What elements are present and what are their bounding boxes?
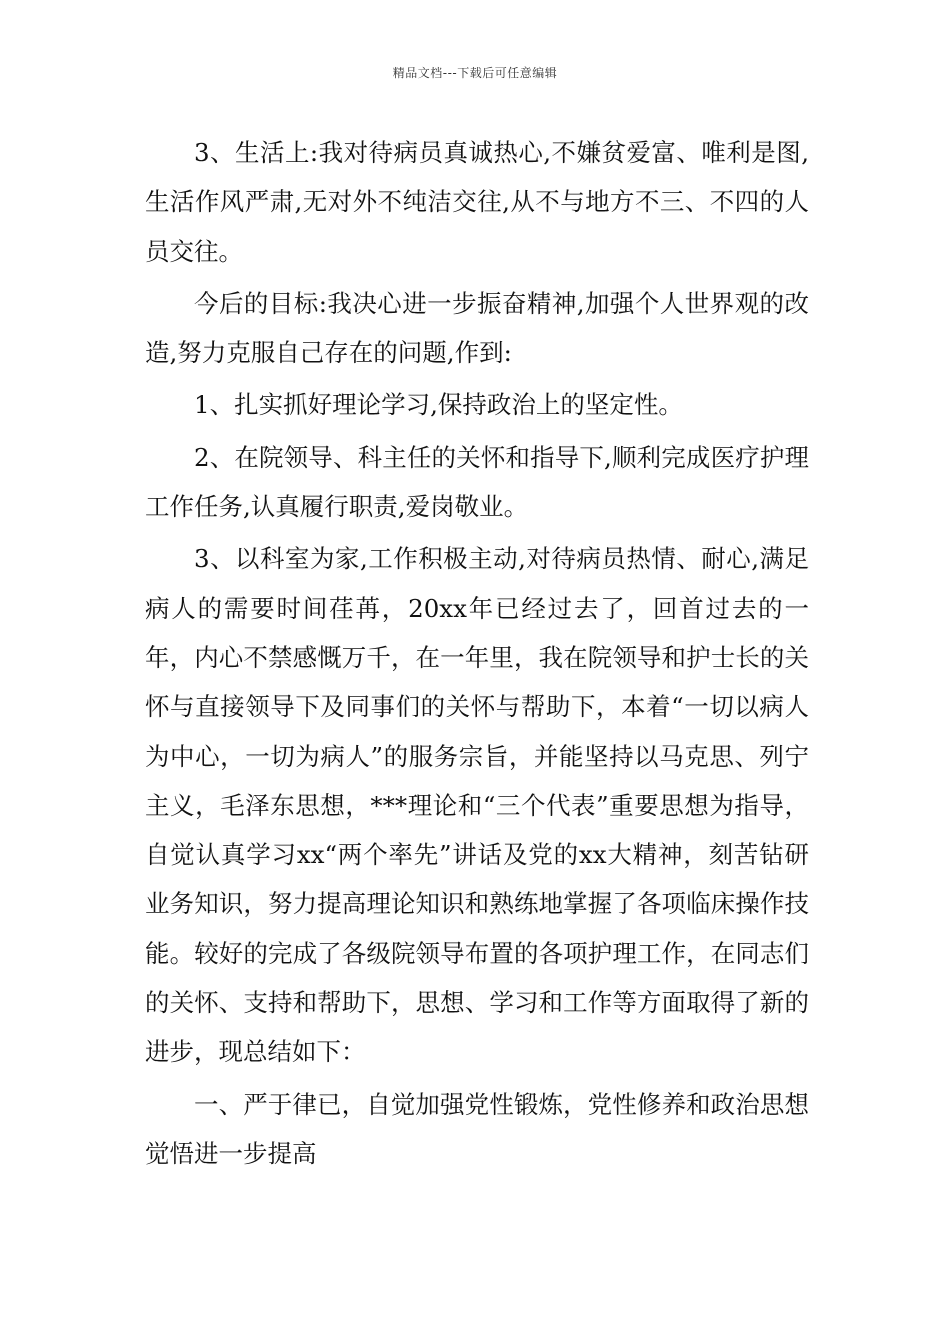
document-body	[145, 128, 809, 1181]
paragraph-future-goals: 今后的目标:我决心进一步振奋精神,加强个人世界观的改造,努力克服自己存在的问题,作到:	[145, 288, 809, 368]
page-header: 精品文档---下载后可任意编辑	[392, 66, 558, 80]
paragraph-goal-1: 1、扎实抓好理论学习,保持政治上的坚定性。	[194, 390, 683, 420]
paragraph-goal-3-summary: 3、以科室为家,工作积极主动,对待病员热情、耐心,满足病人的需要时间荏苒，20xx年已经过去了，回首过去的一年，内心不禁感慨万千，在一年里，我在院领导和护士长的关怀与直接领导下及同事们的关怀与帮助下，本着“一切以病人为中心，一切为病人”的服务宗旨，并能坚持以马克思、列宁主义，毛泽东思想，***理论和“三个代表”重要思想为指导，自觉认真学习xx“两个率先”讲话及党的xx大精神，刻苦钻研业务知识，努力提高理论知识和熟练地掌握了各项临床操作技能。较好的完成了各级院领导布置的各项护理工作，在同志们的关怀、支持和帮助下，思想、学习和工作等方面取得了新的进步，现总结如下：	[145, 544, 809, 1067]
paragraph-life-conduct: 3、生活上:我对待病员真诚热心,不嫌贫爱富、唯利是图,生活作风严肃,无对外不纯洁交往,从不与地方不三、不四的人员交往。	[145, 138, 809, 266]
paragraph-section-one-heading: 一、严于律已，自觉加强党性锻炼，党性修养和政治思想觉悟进一步提高	[145, 1089, 809, 1168]
paragraph-goal-2: 2、在院领导、科主任的关怀和指导下,顺利完成医疗护理工作任务,认真履行职责,爱岗敬业。	[145, 442, 809, 522]
